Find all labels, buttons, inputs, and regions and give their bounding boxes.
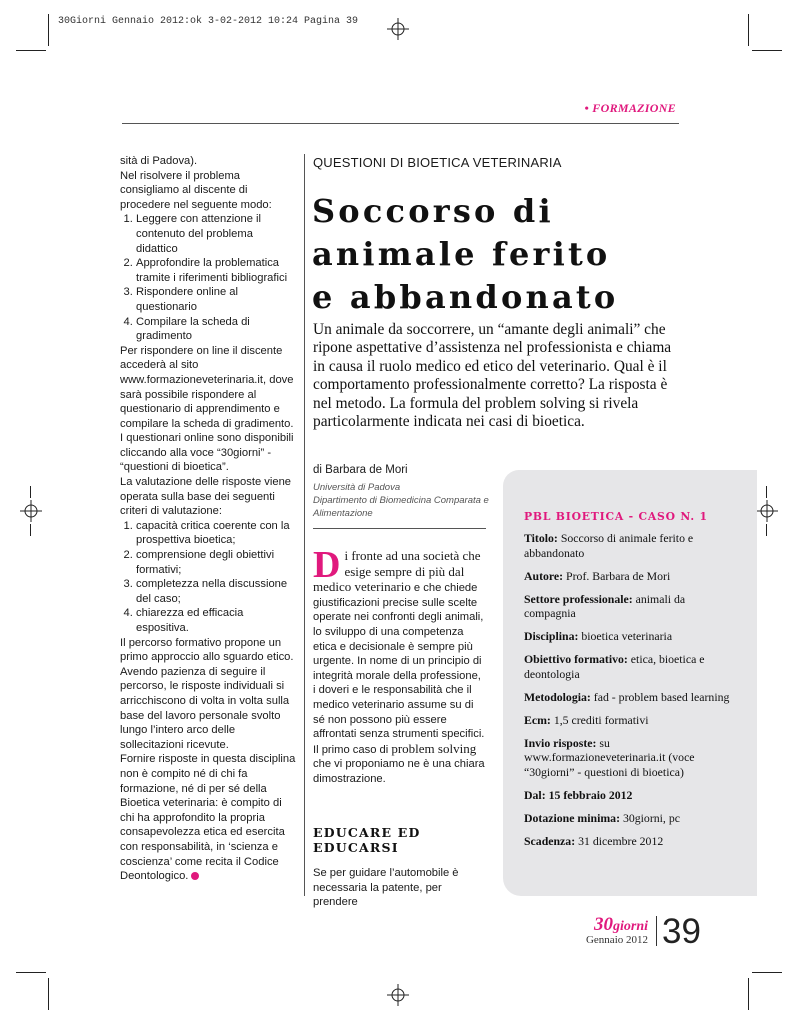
- detail-label: Metodologia:: [524, 689, 591, 704]
- detail-value: Soccorso di animale ferito e abbandonato: [524, 531, 694, 560]
- logo-number: 30: [593, 914, 613, 935]
- magazine-logo: [580, 914, 648, 946]
- detail-label: Invio risposte:: [524, 735, 597, 750]
- detail-value: Prof. Barbara de Mori: [563, 568, 671, 583]
- crop-mark: [16, 972, 46, 973]
- detail-label: Autore:: [524, 568, 564, 583]
- crop-mark: [748, 978, 749, 1010]
- list-item: 4. chiarezza ed efficacia espositiva.: [136, 606, 296, 635]
- list-item: 1. Leggere con attenzione il contenuto del problema didattico: [136, 212, 296, 256]
- author-byline: di Barbara de Mori: [313, 464, 408, 476]
- crop-mark: [30, 524, 31, 536]
- case-detail-item: [524, 811, 734, 826]
- detail-label: Dotazione minima:: [524, 810, 620, 825]
- list-item: 4. Compilare la scheda di gradimento: [136, 315, 296, 344]
- body-emphasis: problem solving: [391, 740, 477, 756]
- detail-label: Dal: 15 febbraio 2012: [524, 787, 633, 802]
- issue-date: Gennaio 2012: [585, 934, 648, 946]
- list-item: 3. Rispondere online al questionario: [136, 285, 296, 314]
- case-detail-item: [524, 652, 734, 681]
- title-line: Soccorso di: [312, 192, 554, 230]
- page-number: 39: [662, 912, 701, 951]
- section-tag: • FORMAZIONE: [584, 101, 676, 115]
- registration-mark-icon: [20, 500, 42, 522]
- title-line: e abbandonato: [312, 278, 619, 316]
- detail-label: Ecm:: [524, 712, 551, 727]
- case-detail-item: [524, 629, 734, 644]
- registration-mark-icon: [756, 500, 778, 522]
- case-detail-item: [524, 592, 734, 621]
- article-body-continued: Se per guidare l’automobile è necessaria la patente, per prendere: [313, 867, 459, 909]
- case-detail-item: [524, 736, 734, 780]
- detail-label: Settore professionale:: [524, 591, 633, 606]
- detail-value: 30giorni, pc: [620, 810, 680, 825]
- crop-mark: [766, 486, 767, 498]
- detail-value: bioetica veterinaria: [578, 629, 673, 644]
- article-kicker: QUESTIONI DI BIOETICA VETERINARIA: [313, 155, 562, 170]
- left-column: [120, 154, 296, 884]
- end-mark-icon: [191, 872, 199, 880]
- affiliation-university: Università di Padova: [313, 482, 401, 493]
- crop-mark: [30, 486, 31, 498]
- crop-mark: [752, 50, 782, 51]
- registration-mark-icon: [387, 18, 409, 40]
- case-details: [524, 531, 734, 857]
- subhead-line: EDUCARE ED: [313, 825, 421, 840]
- column-divider: [304, 154, 305, 896]
- case-detail-item: [524, 834, 734, 849]
- registration-mark-icon: [387, 984, 409, 1006]
- header-rule: [122, 123, 679, 124]
- paragraph-text: Fornire risposte in questa disciplina non è compito né di chi fa formazione, né di per sé della Bioetica veterinaria: è compito di chi ha approfondito la propria consapevolezza etica ed esercita con responsabilità, in ‘scienza e coscienza’ come recita il Codice Deontologico.: [120, 753, 296, 883]
- subhead-line: EDUCARSI: [313, 840, 399, 855]
- detail-value: 1,5 crediti formativi: [550, 712, 649, 727]
- paragraph-last: [120, 752, 296, 883]
- article-lead: Un animale da soccorrere, un “amante degli animali” che ripone aspettative d’assistenza nel professionista e chiama in causa il ruolo medico ed etico del veterinario. Qual è il comportamento professionalmente corretto? La risposta è nel metodo. La formula del problem solving si rivela particolarmente indicata nei casi di bioetica.: [313, 321, 672, 431]
- detail-value: etica, bioetica e deontologia: [524, 652, 705, 681]
- detail-label: Disciplina:: [524, 629, 579, 644]
- list-item: 3. completezza nella discussione del caso;: [136, 577, 296, 606]
- detail-value: fad - problem based learning: [590, 689, 730, 704]
- footer-divider: [656, 916, 657, 946]
- crop-mark: [48, 14, 49, 46]
- detail-value: 31 dicembre 2012: [575, 833, 664, 848]
- paragraph: La valutazione delle risposte viene operata sulla base dei seguenti criteri di valutazione:: [120, 476, 292, 518]
- article-body: [313, 544, 485, 787]
- crop-mark: [752, 972, 782, 973]
- paragraph: Nel risolvere il problema consigliamo al discente di procedere nel seguente modo:: [120, 169, 272, 211]
- case-detail-item: [524, 713, 734, 728]
- print-slug: 30Giorni Gennaio 2012:ok 3-02-2012 10:24 Pagina 39: [58, 16, 359, 27]
- logo-text: [580, 914, 648, 936]
- byline-rule: [313, 528, 486, 529]
- detail-value: su www.formazioneveterinaria.it (voce “30giorni” - questioni di bioetica): [524, 735, 695, 779]
- steps-list: [120, 212, 296, 343]
- case-detail-item: [524, 569, 734, 584]
- intro-text: i fronte ad una società che esige sempre di più dal medico veterinario: [313, 548, 481, 595]
- crop-mark: [16, 50, 46, 51]
- detail-value: animali da compagnia: [524, 591, 686, 621]
- body-text: che vi proponiamo ne è una chiara dimostrazione.: [313, 758, 485, 785]
- paragraph: Per rispondere on line il discente accederà al sito www.formazioneveterinaria.it, dove sarà possibile rispondere al questionario di apprendimento e compilare la scheda di gradimento. I questionari online sono disponibili cliccando alla voce “30giorni” - “questioni di bioetica”.: [120, 344, 294, 474]
- case-detail-item: [524, 788, 734, 803]
- article-title: [312, 190, 692, 319]
- paragraph: sità di Padova).: [120, 155, 198, 167]
- list-item: 2. Approfondire la problematica tramite i riferimenti bibliografici: [136, 256, 296, 285]
- case-detail-item: [524, 690, 734, 705]
- detail-label: Titolo:: [524, 531, 558, 545]
- criteria-list: [120, 519, 296, 636]
- drop-cap: D: [313, 544, 341, 586]
- crop-mark: [766, 524, 767, 536]
- case-box-title: PBL BIOETICA - CASO N. 1: [524, 510, 708, 523]
- logo-word: giorni: [612, 919, 648, 934]
- article-subhead: [313, 825, 421, 855]
- paragraph: Il percorso formativo propone un primo approccio allo sguardo etico. Avendo pazienza di seguire il percorso, le risposte individuali si arricchiscono di volta in volta sulla base del lavoro personale svolto lungo l’intero arco delle sollecitazioni ricevute.: [120, 636, 294, 751]
- affiliation-department: Dipartimento di Biomedicina Comparata e Alimentazione: [313, 495, 489, 519]
- detail-label: Obiettivo formativo:: [524, 652, 628, 667]
- author-affiliation: [313, 481, 493, 520]
- detail-label: Scadenza:: [524, 833, 576, 848]
- crop-mark: [748, 14, 749, 46]
- list-item: 2. comprensione degli obiettivi formativi;: [136, 548, 296, 577]
- title-line: animale ferito: [312, 235, 611, 273]
- crop-mark: [48, 978, 49, 1010]
- body-text: e che chiede giustificazioni precise sulle scelte operate nei confronti degli animali, lo sviluppo di una competenza etica e decisionale è sempre più urgente. In nome di un principio di integrità morale della professione, i doveri e le responsabilità che il medico veterinario assume su di sé non possono più essere affrontati senza strumenti specifici. Il primo caso di: [313, 582, 485, 756]
- case-detail-item: [524, 531, 734, 560]
- list-item: 1. capacità critica coerente con la prospettiva bioetica;: [136, 519, 296, 548]
